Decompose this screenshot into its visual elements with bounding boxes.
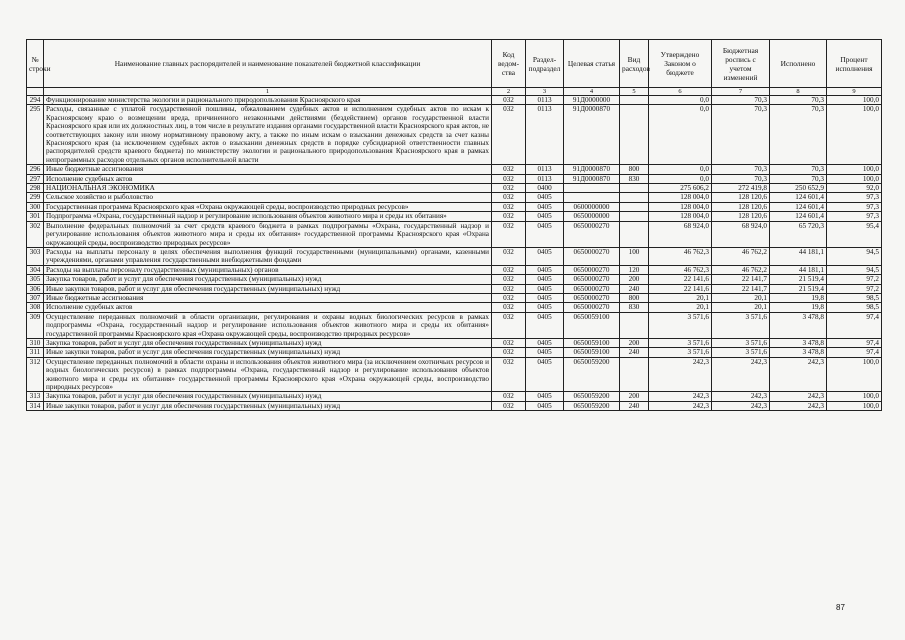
execution-percent: 98,5 bbox=[827, 303, 882, 312]
table-body bbox=[27, 96, 882, 411]
column-number: 1 bbox=[44, 88, 492, 96]
executed-amount: 19,8 bbox=[770, 293, 827, 302]
section-code: 0405 bbox=[526, 221, 564, 247]
executed-amount: 70,3 bbox=[770, 105, 827, 165]
table-row bbox=[27, 202, 882, 211]
expense-type: 200 bbox=[620, 392, 649, 401]
approved-amount: 22 141,6 bbox=[649, 284, 712, 293]
table-row bbox=[27, 338, 882, 347]
executed-amount: 70,3 bbox=[770, 174, 827, 183]
table-row bbox=[27, 221, 882, 247]
approved-amount: 68 924,0 bbox=[649, 221, 712, 247]
section-code: 0405 bbox=[526, 348, 564, 357]
department-code: 032 bbox=[492, 202, 526, 211]
section-code: 0405 bbox=[526, 338, 564, 347]
row-number: 308 bbox=[27, 303, 44, 312]
schedule-amount: 128 120,6 bbox=[712, 193, 770, 202]
row-number: 313 bbox=[27, 392, 44, 401]
header-row-number: № строки bbox=[27, 40, 44, 88]
execution-percent: 100,0 bbox=[827, 96, 882, 105]
execution-percent: 97,4 bbox=[827, 338, 882, 347]
header-approved: Утверждено Законом о бюджете bbox=[649, 40, 712, 88]
table-row bbox=[27, 184, 882, 193]
row-name: Функционирование министерства экологии и рационального природопользования Красноярского края bbox=[44, 96, 492, 105]
section-code: 0405 bbox=[526, 202, 564, 211]
section-code: 0405 bbox=[526, 275, 564, 284]
target-article: 0650059200 bbox=[564, 392, 620, 401]
executed-amount: 44 181,1 bbox=[770, 265, 827, 274]
executed-amount: 21 519,4 bbox=[770, 275, 827, 284]
approved-amount: 46 762,3 bbox=[649, 247, 712, 265]
target-article: 0650000270 bbox=[564, 284, 620, 293]
row-number: 304 bbox=[27, 265, 44, 274]
column-number: 5 bbox=[620, 88, 649, 96]
department-code: 032 bbox=[492, 165, 526, 174]
row-number: 314 bbox=[27, 401, 44, 410]
column-number: 4 bbox=[564, 88, 620, 96]
target-article: 0650000000 bbox=[564, 212, 620, 221]
approved-amount: 0,0 bbox=[649, 165, 712, 174]
header-name: Наименование главных распорядителей и наименование показателей бюджетной классификации bbox=[44, 40, 492, 88]
schedule-amount: 46 762,2 bbox=[712, 265, 770, 274]
row-number: 297 bbox=[27, 174, 44, 183]
expense-type: 240 bbox=[620, 348, 649, 357]
expense-type: 830 bbox=[620, 174, 649, 183]
department-code: 032 bbox=[492, 303, 526, 312]
table-row bbox=[27, 357, 882, 392]
row-number: 310 bbox=[27, 338, 44, 347]
execution-percent: 100,0 bbox=[827, 174, 882, 183]
section-code: 0113 bbox=[526, 96, 564, 105]
executed-amount: 124 601,4 bbox=[770, 193, 827, 202]
department-code: 032 bbox=[492, 348, 526, 357]
header-section: Раздел-подраздел bbox=[526, 40, 564, 88]
target-article: 91Д0000870 bbox=[564, 105, 620, 165]
execution-percent: 97,2 bbox=[827, 284, 882, 293]
department-code: 032 bbox=[492, 212, 526, 221]
department-code: 032 bbox=[492, 265, 526, 274]
approved-amount: 128 004,0 bbox=[649, 202, 712, 211]
execution-percent: 100,0 bbox=[827, 105, 882, 165]
schedule-amount: 70,3 bbox=[712, 174, 770, 183]
approved-amount: 3 571,6 bbox=[649, 312, 712, 338]
department-code: 032 bbox=[492, 184, 526, 193]
executed-amount: 3 478,8 bbox=[770, 312, 827, 338]
header-schedule: Бюджетная роспись с учетом изменений bbox=[712, 40, 770, 88]
approved-amount: 3 571,6 bbox=[649, 338, 712, 347]
column-number: 9 bbox=[827, 88, 882, 96]
schedule-amount: 20,1 bbox=[712, 293, 770, 302]
target-article bbox=[564, 193, 620, 202]
page-number: 87 bbox=[836, 603, 845, 612]
table-row bbox=[27, 401, 882, 410]
row-number: 312 bbox=[27, 357, 44, 392]
table-row bbox=[27, 392, 882, 401]
column-number-row bbox=[27, 88, 882, 96]
expense-type bbox=[620, 184, 649, 193]
section-code: 0113 bbox=[526, 174, 564, 183]
expense-type: 120 bbox=[620, 265, 649, 274]
column-number bbox=[27, 88, 44, 96]
department-code: 032 bbox=[492, 392, 526, 401]
row-number: 295 bbox=[27, 105, 44, 165]
executed-amount: 3 478,8 bbox=[770, 348, 827, 357]
executed-amount: 242,3 bbox=[770, 401, 827, 410]
target-article: 91Д0000000 bbox=[564, 96, 620, 105]
approved-amount: 46 762,3 bbox=[649, 265, 712, 274]
department-code: 032 bbox=[492, 174, 526, 183]
schedule-amount: 70,3 bbox=[712, 165, 770, 174]
section-code: 0405 bbox=[526, 212, 564, 221]
row-name: Осуществление переданных полномочий в области охраны и использования объектов животного мира (за исключением охотничьих ресурсов и водных биологических ресурсов) в рамках подпрограммы «Охрана, государственный надзор и регулирование использования объектов животного мира и среды их обитания» государственной программы Красноярского края «Охрана окружающей среды, воспроизводство природных ресурсов» bbox=[44, 357, 492, 392]
target-article: 0650000270 bbox=[564, 275, 620, 284]
table-row bbox=[27, 303, 882, 312]
approved-amount: 20,1 bbox=[649, 293, 712, 302]
schedule-amount: 70,3 bbox=[712, 96, 770, 105]
row-name: Иные закупки товаров, работ и услуг для обеспечения государственных (муниципальных) нужд bbox=[44, 348, 492, 357]
approved-amount: 0,0 bbox=[649, 96, 712, 105]
row-number: 296 bbox=[27, 165, 44, 174]
row-number: 303 bbox=[27, 247, 44, 265]
schedule-amount: 68 924,0 bbox=[712, 221, 770, 247]
header-target-article: Целевая статья bbox=[564, 40, 620, 88]
header-row bbox=[27, 40, 882, 88]
executed-amount: 124 601,4 bbox=[770, 212, 827, 221]
execution-percent: 97,3 bbox=[827, 202, 882, 211]
target-article: 0650059100 bbox=[564, 348, 620, 357]
executed-amount: 70,3 bbox=[770, 96, 827, 105]
execution-percent: 92,0 bbox=[827, 184, 882, 193]
schedule-amount: 3 571,6 bbox=[712, 348, 770, 357]
executed-amount: 19,8 bbox=[770, 303, 827, 312]
row-name: Иные закупки товаров, работ и услуг для обеспечения государственных (муниципальных) нужд bbox=[44, 284, 492, 293]
section-code: 0400 bbox=[526, 184, 564, 193]
department-code: 032 bbox=[492, 96, 526, 105]
expense-type: 200 bbox=[620, 275, 649, 284]
target-article: 0650000270 bbox=[564, 247, 620, 265]
row-name: Иные закупки товаров, работ и услуг для обеспечения государственных (муниципальных) нужд bbox=[44, 401, 492, 410]
section-code: 0405 bbox=[526, 357, 564, 392]
table-row bbox=[27, 193, 882, 202]
department-code: 032 bbox=[492, 312, 526, 338]
row-name: Государственная программа Красноярского края «Охрана окружающей среды, воспроизводство природных ресурсов» bbox=[44, 202, 492, 211]
execution-percent: 97,2 bbox=[827, 275, 882, 284]
row-number: 302 bbox=[27, 221, 44, 247]
budget-report-page bbox=[26, 39, 881, 411]
target-article bbox=[564, 184, 620, 193]
schedule-amount: 272 419,8 bbox=[712, 184, 770, 193]
section-code: 0405 bbox=[526, 303, 564, 312]
budget-table bbox=[26, 39, 882, 411]
expense-type bbox=[620, 312, 649, 338]
schedule-amount: 242,3 bbox=[712, 401, 770, 410]
section-code: 0405 bbox=[526, 401, 564, 410]
table-row bbox=[27, 165, 882, 174]
expense-type bbox=[620, 212, 649, 221]
table-row bbox=[27, 247, 882, 265]
column-number: 6 bbox=[649, 88, 712, 96]
header-expense-type: Вид расходов bbox=[620, 40, 649, 88]
approved-amount: 242,3 bbox=[649, 401, 712, 410]
table-row bbox=[27, 265, 882, 274]
approved-amount: 3 571,6 bbox=[649, 348, 712, 357]
execution-percent: 97,4 bbox=[827, 312, 882, 338]
approved-amount: 128 004,0 bbox=[649, 212, 712, 221]
schedule-amount: 3 571,6 bbox=[712, 312, 770, 338]
execution-percent: 100,0 bbox=[827, 401, 882, 410]
row-name: Иные бюджетные ассигнования bbox=[44, 165, 492, 174]
expense-type bbox=[620, 105, 649, 165]
schedule-amount: 22 141,7 bbox=[712, 275, 770, 284]
department-code: 032 bbox=[492, 293, 526, 302]
target-article: 91Д0000870 bbox=[564, 165, 620, 174]
executed-amount: 242,3 bbox=[770, 392, 827, 401]
department-code: 032 bbox=[492, 357, 526, 392]
schedule-amount: 128 120,6 bbox=[712, 212, 770, 221]
approved-amount: 275 606,2 bbox=[649, 184, 712, 193]
approved-amount: 242,3 bbox=[649, 357, 712, 392]
header-executed: Исполнено bbox=[770, 40, 827, 88]
row-name: Иные бюджетные ассигнования bbox=[44, 293, 492, 302]
row-name: Расходы на выплаты персоналу в целях обеспечения выполнения функций государственными (муниципальными) органами, казенными учреждениями, органами управления государственными внебюджетными фондами bbox=[44, 247, 492, 265]
section-code: 0405 bbox=[526, 247, 564, 265]
executed-amount: 21 519,4 bbox=[770, 284, 827, 293]
target-article: 0650000270 bbox=[564, 303, 620, 312]
executed-amount: 70,3 bbox=[770, 165, 827, 174]
approved-amount: 0,0 bbox=[649, 174, 712, 183]
row-number: 301 bbox=[27, 212, 44, 221]
row-name: НАЦИОНАЛЬНАЯ ЭКОНОМИКА bbox=[44, 184, 492, 193]
section-code: 0405 bbox=[526, 392, 564, 401]
execution-percent: 94,5 bbox=[827, 247, 882, 265]
column-number: 2 bbox=[492, 88, 526, 96]
expense-type bbox=[620, 221, 649, 247]
column-number: 3 bbox=[526, 88, 564, 96]
execution-percent: 100,0 bbox=[827, 165, 882, 174]
department-code: 032 bbox=[492, 401, 526, 410]
schedule-amount: 3 571,6 bbox=[712, 338, 770, 347]
target-article: 0650000270 bbox=[564, 265, 620, 274]
table-row bbox=[27, 312, 882, 338]
section-code: 0405 bbox=[526, 284, 564, 293]
row-number: 298 bbox=[27, 184, 44, 193]
expense-type: 800 bbox=[620, 293, 649, 302]
row-name: Подпрограмма «Охрана, государственный надзор и регулирование использования объектов животного мира и среды их обитания» bbox=[44, 212, 492, 221]
approved-amount: 0,0 bbox=[649, 105, 712, 165]
target-article: 0650000270 bbox=[564, 221, 620, 247]
table-row bbox=[27, 293, 882, 302]
table-row bbox=[27, 174, 882, 183]
schedule-amount: 242,3 bbox=[712, 392, 770, 401]
execution-percent: 98,5 bbox=[827, 293, 882, 302]
expense-type bbox=[620, 202, 649, 211]
row-name: Осуществление переданных полномочий в области организации, регулирования и охраны водных биологических ресурсов в рамках подпрограммы «Охрана, государственный надзор и регулирование использования объектов животного мира и среды их обитания» государственной программы Красноярского края «Охрана окружающей среды, воспроизводство природных ресурсов» bbox=[44, 312, 492, 338]
section-code: 0405 bbox=[526, 193, 564, 202]
section-code: 0405 bbox=[526, 265, 564, 274]
schedule-amount: 128 120,6 bbox=[712, 202, 770, 211]
row-name: Закупка товаров, работ и услуг для обеспечения государственных (муниципальных) нужд bbox=[44, 275, 492, 284]
expense-type bbox=[620, 357, 649, 392]
target-article: 0650059100 bbox=[564, 338, 620, 347]
table-row bbox=[27, 105, 882, 165]
row-number: 311 bbox=[27, 348, 44, 357]
execution-percent: 100,0 bbox=[827, 392, 882, 401]
target-article: 0650059200 bbox=[564, 401, 620, 410]
executed-amount: 124 601,4 bbox=[770, 202, 827, 211]
execution-percent: 97,3 bbox=[827, 193, 882, 202]
row-number: 309 bbox=[27, 312, 44, 338]
execution-percent: 95,4 bbox=[827, 221, 882, 247]
expense-type: 800 bbox=[620, 165, 649, 174]
expense-type: 240 bbox=[620, 284, 649, 293]
schedule-amount: 70,3 bbox=[712, 105, 770, 165]
column-number: 7 bbox=[712, 88, 770, 96]
expense-type: 240 bbox=[620, 401, 649, 410]
department-code: 032 bbox=[492, 105, 526, 165]
row-number: 306 bbox=[27, 284, 44, 293]
schedule-amount: 242,3 bbox=[712, 357, 770, 392]
row-name: Закупка товаров, работ и услуг для обеспечения государственных (муниципальных) нужд bbox=[44, 338, 492, 347]
row-number: 294 bbox=[27, 96, 44, 105]
execution-percent: 100,0 bbox=[827, 357, 882, 392]
execution-percent: 94,5 bbox=[827, 265, 882, 274]
expense-type bbox=[620, 193, 649, 202]
department-code: 032 bbox=[492, 284, 526, 293]
row-number: 300 bbox=[27, 202, 44, 211]
section-code: 0113 bbox=[526, 165, 564, 174]
target-article: 0600000000 bbox=[564, 202, 620, 211]
table-row bbox=[27, 212, 882, 221]
header-percent: Процент исполнения bbox=[827, 40, 882, 88]
expense-type: 100 bbox=[620, 247, 649, 265]
expense-type: 830 bbox=[620, 303, 649, 312]
row-name: Сельское хозяйство и рыболовство bbox=[44, 193, 492, 202]
department-code: 032 bbox=[492, 193, 526, 202]
execution-percent: 97,3 bbox=[827, 212, 882, 221]
row-name: Исполнение судебных актов bbox=[44, 303, 492, 312]
table-row bbox=[27, 348, 882, 357]
executed-amount: 242,3 bbox=[770, 357, 827, 392]
schedule-amount: 20,1 bbox=[712, 303, 770, 312]
row-number: 307 bbox=[27, 293, 44, 302]
executed-amount: 250 652,9 bbox=[770, 184, 827, 193]
section-code: 0405 bbox=[526, 293, 564, 302]
row-number: 305 bbox=[27, 275, 44, 284]
approved-amount: 242,3 bbox=[649, 392, 712, 401]
approved-amount: 22 141,6 bbox=[649, 275, 712, 284]
department-code: 032 bbox=[492, 338, 526, 347]
approved-amount: 20,1 bbox=[649, 303, 712, 312]
row-name: Расходы на выплаты персоналу государственных (муниципальных) органов bbox=[44, 265, 492, 274]
header-department-code: Код ведом-ства bbox=[492, 40, 526, 88]
column-number: 8 bbox=[770, 88, 827, 96]
target-article: 0650059200 bbox=[564, 357, 620, 392]
executed-amount: 65 720,3 bbox=[770, 221, 827, 247]
execution-percent: 97,4 bbox=[827, 348, 882, 357]
schedule-amount: 46 762,2 bbox=[712, 247, 770, 265]
target-article: 91Д0000870 bbox=[564, 174, 620, 183]
department-code: 032 bbox=[492, 247, 526, 265]
executed-amount: 44 181,1 bbox=[770, 247, 827, 265]
approved-amount: 128 004,0 bbox=[649, 193, 712, 202]
target-article: 0650059100 bbox=[564, 312, 620, 338]
table-row bbox=[27, 96, 882, 105]
row-name: Выполнение федеральных полномочий за счет средств краевого бюджета в рамках подпрограммы «Охрана, государственный надзор и регулирование использования объектов животного мира и среды их обитания» государственной программы Красноярского края «Охрана окружающей среды, воспроизводство природных ресурсов» bbox=[44, 221, 492, 247]
row-name: Исполнение судебных актов bbox=[44, 174, 492, 183]
department-code: 032 bbox=[492, 221, 526, 247]
row-name: Расходы, связанные с уплатой государственной пошлины, обжалованием судебных актов и исполнением судебных актов по искам к Красноярскому краю о возмещении вреда, причиненного незаконными действиями (бездействием) органов государственной власти Красноярского края или их должностных лиц, в том числе в результате издания органами государственной власти Красноярского края актов, не соответствующих закону или иному нормативному правовому акту, а также по иным искам о взыскании денежных средств за счет казны Красноярского края (за исключением судебных актов о взыскании денежных средств в порядке субсидиарной ответственности главных распорядителей средств краевого бюджета) по министерству экологии и рационального природопользования Красноярского края в рамках непрограммных расходов отдельных органов исполнительной власти bbox=[44, 105, 492, 165]
row-name: Закупка товаров, работ и услуг для обеспечения государственных (муниципальных) нужд bbox=[44, 392, 492, 401]
expense-type bbox=[620, 96, 649, 105]
department-code: 032 bbox=[492, 275, 526, 284]
target-article: 0650000270 bbox=[564, 293, 620, 302]
executed-amount: 3 478,8 bbox=[770, 338, 827, 347]
schedule-amount: 22 141,7 bbox=[712, 284, 770, 293]
section-code: 0113 bbox=[526, 105, 564, 165]
row-number: 299 bbox=[27, 193, 44, 202]
table-row bbox=[27, 275, 882, 284]
section-code: 0405 bbox=[526, 312, 564, 338]
table-row bbox=[27, 284, 882, 293]
expense-type: 200 bbox=[620, 338, 649, 347]
